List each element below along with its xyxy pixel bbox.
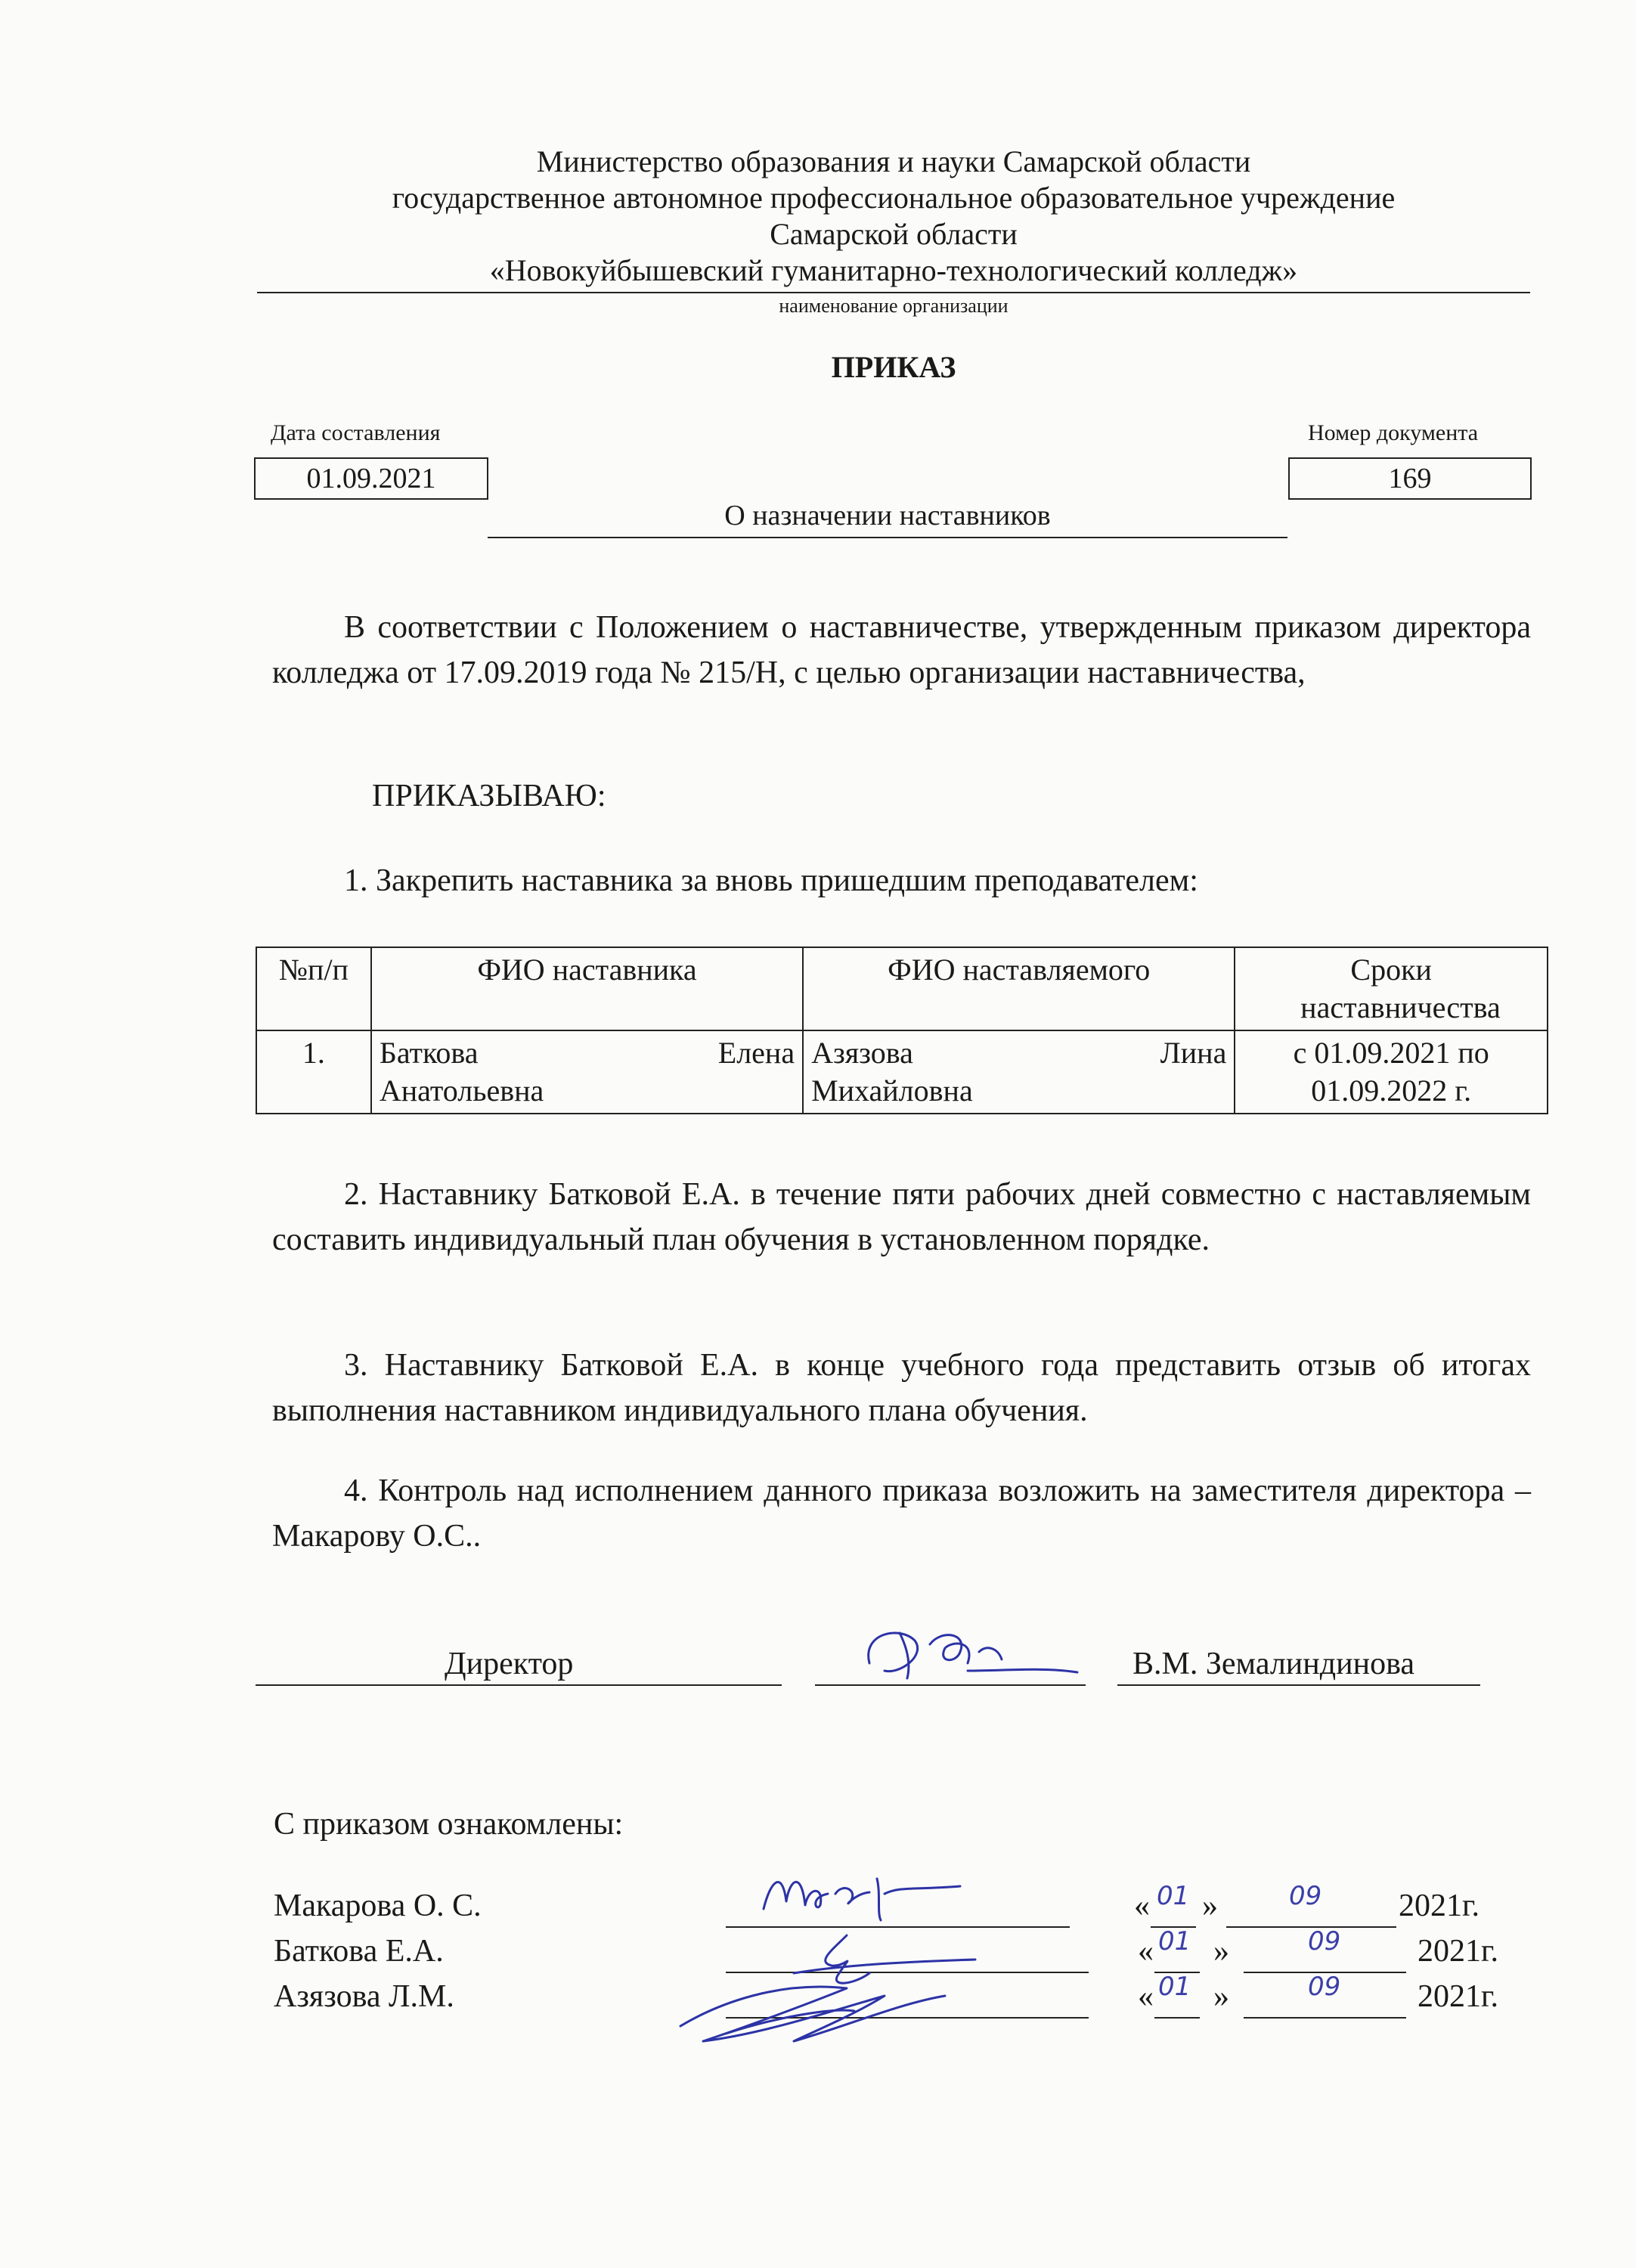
term-start: с 01.09.2021 по [1293,1036,1489,1070]
ack-quote-open: « [1138,1934,1154,1969]
mentee-surname: Азязова [811,1036,913,1070]
row-mentor [371,1030,803,1114]
ack-title: С приказом ознакомлены: [274,1807,624,1842]
mentor-surname: Баткова [379,1036,479,1070]
preamble-text: В соответствии с Положением о наставничестве, утвержденным приказом директора колледжа от 17.09.2019 года № 215/Н, с целью организации наставничества, [272,610,1531,690]
row-mentee [803,1030,1235,1114]
subject-underline [488,537,1287,538]
ack-month-line [1244,2017,1406,2019]
col-header-mentee: ФИО наставляемого [803,947,1235,1030]
director-name: В.М. Земалиндинова [1132,1647,1414,1681]
ack-day: 01 [1157,1881,1190,1911]
ack-month: 09 [1289,1881,1322,1911]
ack-person-name: Азязова Л.М. [274,1979,454,2014]
item-4: 4. Контроль над исполнением данного приказа возложить на заместителя директора – Макарову О.С.. [272,1473,1531,1554]
org-caption: наименование организации [779,295,1009,317]
position-line [256,1684,782,1686]
mentee-name: Лина [1160,1036,1227,1070]
ack-day-line [1154,2017,1200,2019]
ack-month: 09 [1308,1926,1341,1957]
col-header-term-text: Сроки наставничества [1300,953,1501,1024]
org-underline [257,292,1530,293]
term-end: 01.09.2022 г. [1311,1074,1472,1108]
ack-person-name: Макарова О. С. [274,1888,482,1923]
ack-person-name: Баткова Е.А. [274,1934,444,1969]
table-header-row [256,947,1548,1030]
col-header-mentor: ФИО наставника [371,947,803,1030]
subject-line: О назначении наставников [724,500,1051,531]
ack-month: 09 [1308,1972,1341,2002]
ministry-line: Министерство образования и науки Самарской области [536,144,1251,178]
ack-year: 2021г. [1418,1934,1498,1969]
ack-day: 01 [1158,1926,1191,1957]
doc-type-title: ПРИКАЗ [831,350,956,384]
date-label: Дата составления [271,420,441,445]
item-2: 2. Наставнику Батковой Е.А. в течение пяти рабочих дней совместно с наставляемым составить индивидуальный план обучения в установленном порядке. [272,1177,1531,1257]
region-line: Самарской области [770,217,1018,251]
ack-quote-close: » [1213,1934,1229,1969]
row-term [1235,1030,1548,1114]
director-position: Директор [445,1647,574,1681]
row-num: 1. [256,1030,371,1114]
item-4-paragraph [272,1468,1531,1559]
number-label: Номер документа [1308,420,1479,445]
mentor-table [256,947,1548,1114]
mentor-patronymic: Анатольевна [379,1074,544,1108]
date-value-box: 01.09.2021 [254,457,488,500]
ack-year: 2021г. [1418,1979,1498,2014]
item-3-paragraph [272,1343,1531,1433]
ack-day: 01 [1158,1972,1191,2002]
ack-quote-open: « [1134,1888,1150,1923]
batkova-azyazova-signature-scribble [658,1920,1005,2053]
ack-quote-open: « [1138,1979,1154,2014]
number-value-box: 169 [1288,457,1532,500]
item-3: 3. Наставнику Батковой Е.А. в конце учебного года представить отзыв об итогах выполнения наставником индивидуального плана обучения. [272,1348,1531,1428]
mentee-patronymic: Михайловна [811,1074,973,1108]
institution-type-line: государственное автономное профессиональное образовательное учреждение [392,181,1396,215]
preamble-paragraph [272,605,1531,696]
name-line [1117,1684,1480,1686]
item-2-paragraph [272,1172,1531,1263]
col-header-term [1235,947,1548,1030]
table-row [256,1030,1548,1114]
makarova-signature-scribble [748,1856,975,1928]
ack-year: 2021г. [1399,1888,1480,1923]
ack-quote-close: » [1213,1979,1229,2014]
college-name-line: «Новокуйбышевский гуманитарно-технологический колледж» [489,253,1298,287]
director-signature-scribble [854,1618,1081,1690]
item-1: 1. Закрепить наставника за вновь пришедшим преподавателем: [344,863,1198,898]
col-header-num: №п/п [256,947,371,1030]
order-word: ПРИКАЗЫВАЮ: [372,779,606,813]
mentor-name: Елена [717,1036,795,1070]
ack-quote-close: » [1202,1888,1218,1923]
